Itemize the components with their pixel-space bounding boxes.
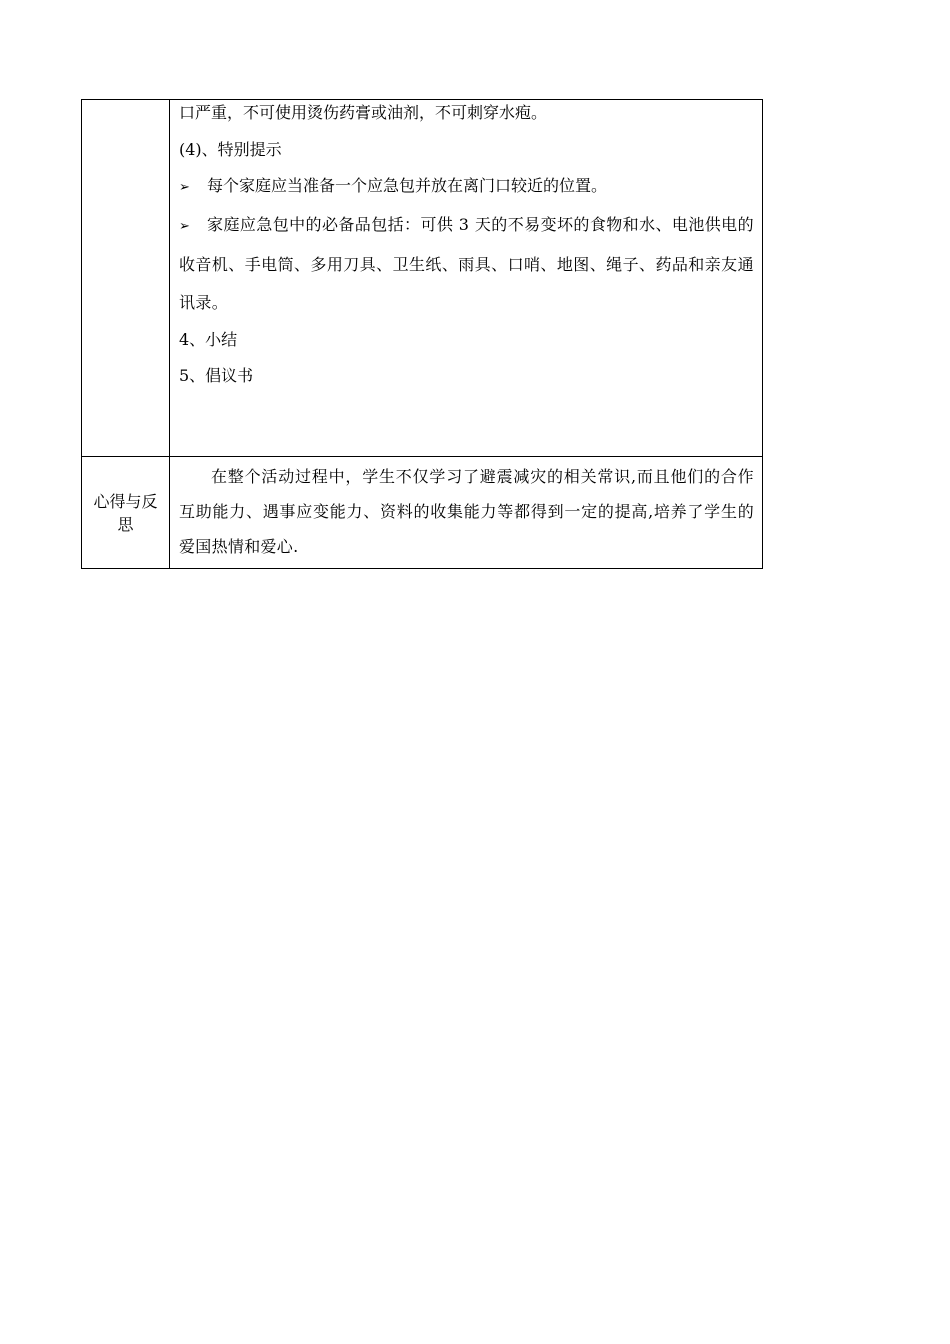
content-cell (170, 100, 763, 457)
bullet-item (179, 168, 754, 206)
reflection-label-text: 心得与反思 (93, 491, 158, 534)
empty-label-cell (82, 100, 170, 457)
bullet-item (179, 206, 754, 322)
reflection-cell (170, 457, 763, 569)
arrow-bullet-icon: ➢ (179, 180, 190, 195)
reflection-label (82, 457, 170, 569)
bullet-text: 每个家庭应当准备一个应急包并放在离门口较近的位置。 (207, 176, 608, 195)
arrow-bullet-icon: ➢ (179, 219, 191, 234)
section-heading: (4)、特别提示 (179, 140, 282, 159)
reflection-text: 在整个活动过程中，学生不仅学习了避震减灾的相关常识,而且他们的合作互助能力、遇事应变能力、资料的收集能力等都得到一定的提高,培养了学生的爱国热情和爱心. (179, 467, 754, 556)
text-line: 口严重，不可使用烫伤药膏或油剂，不可刺穿水疱。 (179, 103, 548, 122)
list-item-summary: 4、小结 (179, 330, 238, 349)
bullet-text: 家庭应急包中的必备品包括：可供 3 天的不易变坏的食物和水、电池供电的收音机、手电筒、多用刀具、卫生纸、雨具、口哨、地图、绳子、药品和亲友通讯录。 (179, 215, 754, 312)
list-item-proposal: 5、倡议书 (179, 366, 254, 385)
content-row (82, 100, 763, 457)
reflection-row (82, 457, 763, 569)
document-table (81, 99, 763, 569)
